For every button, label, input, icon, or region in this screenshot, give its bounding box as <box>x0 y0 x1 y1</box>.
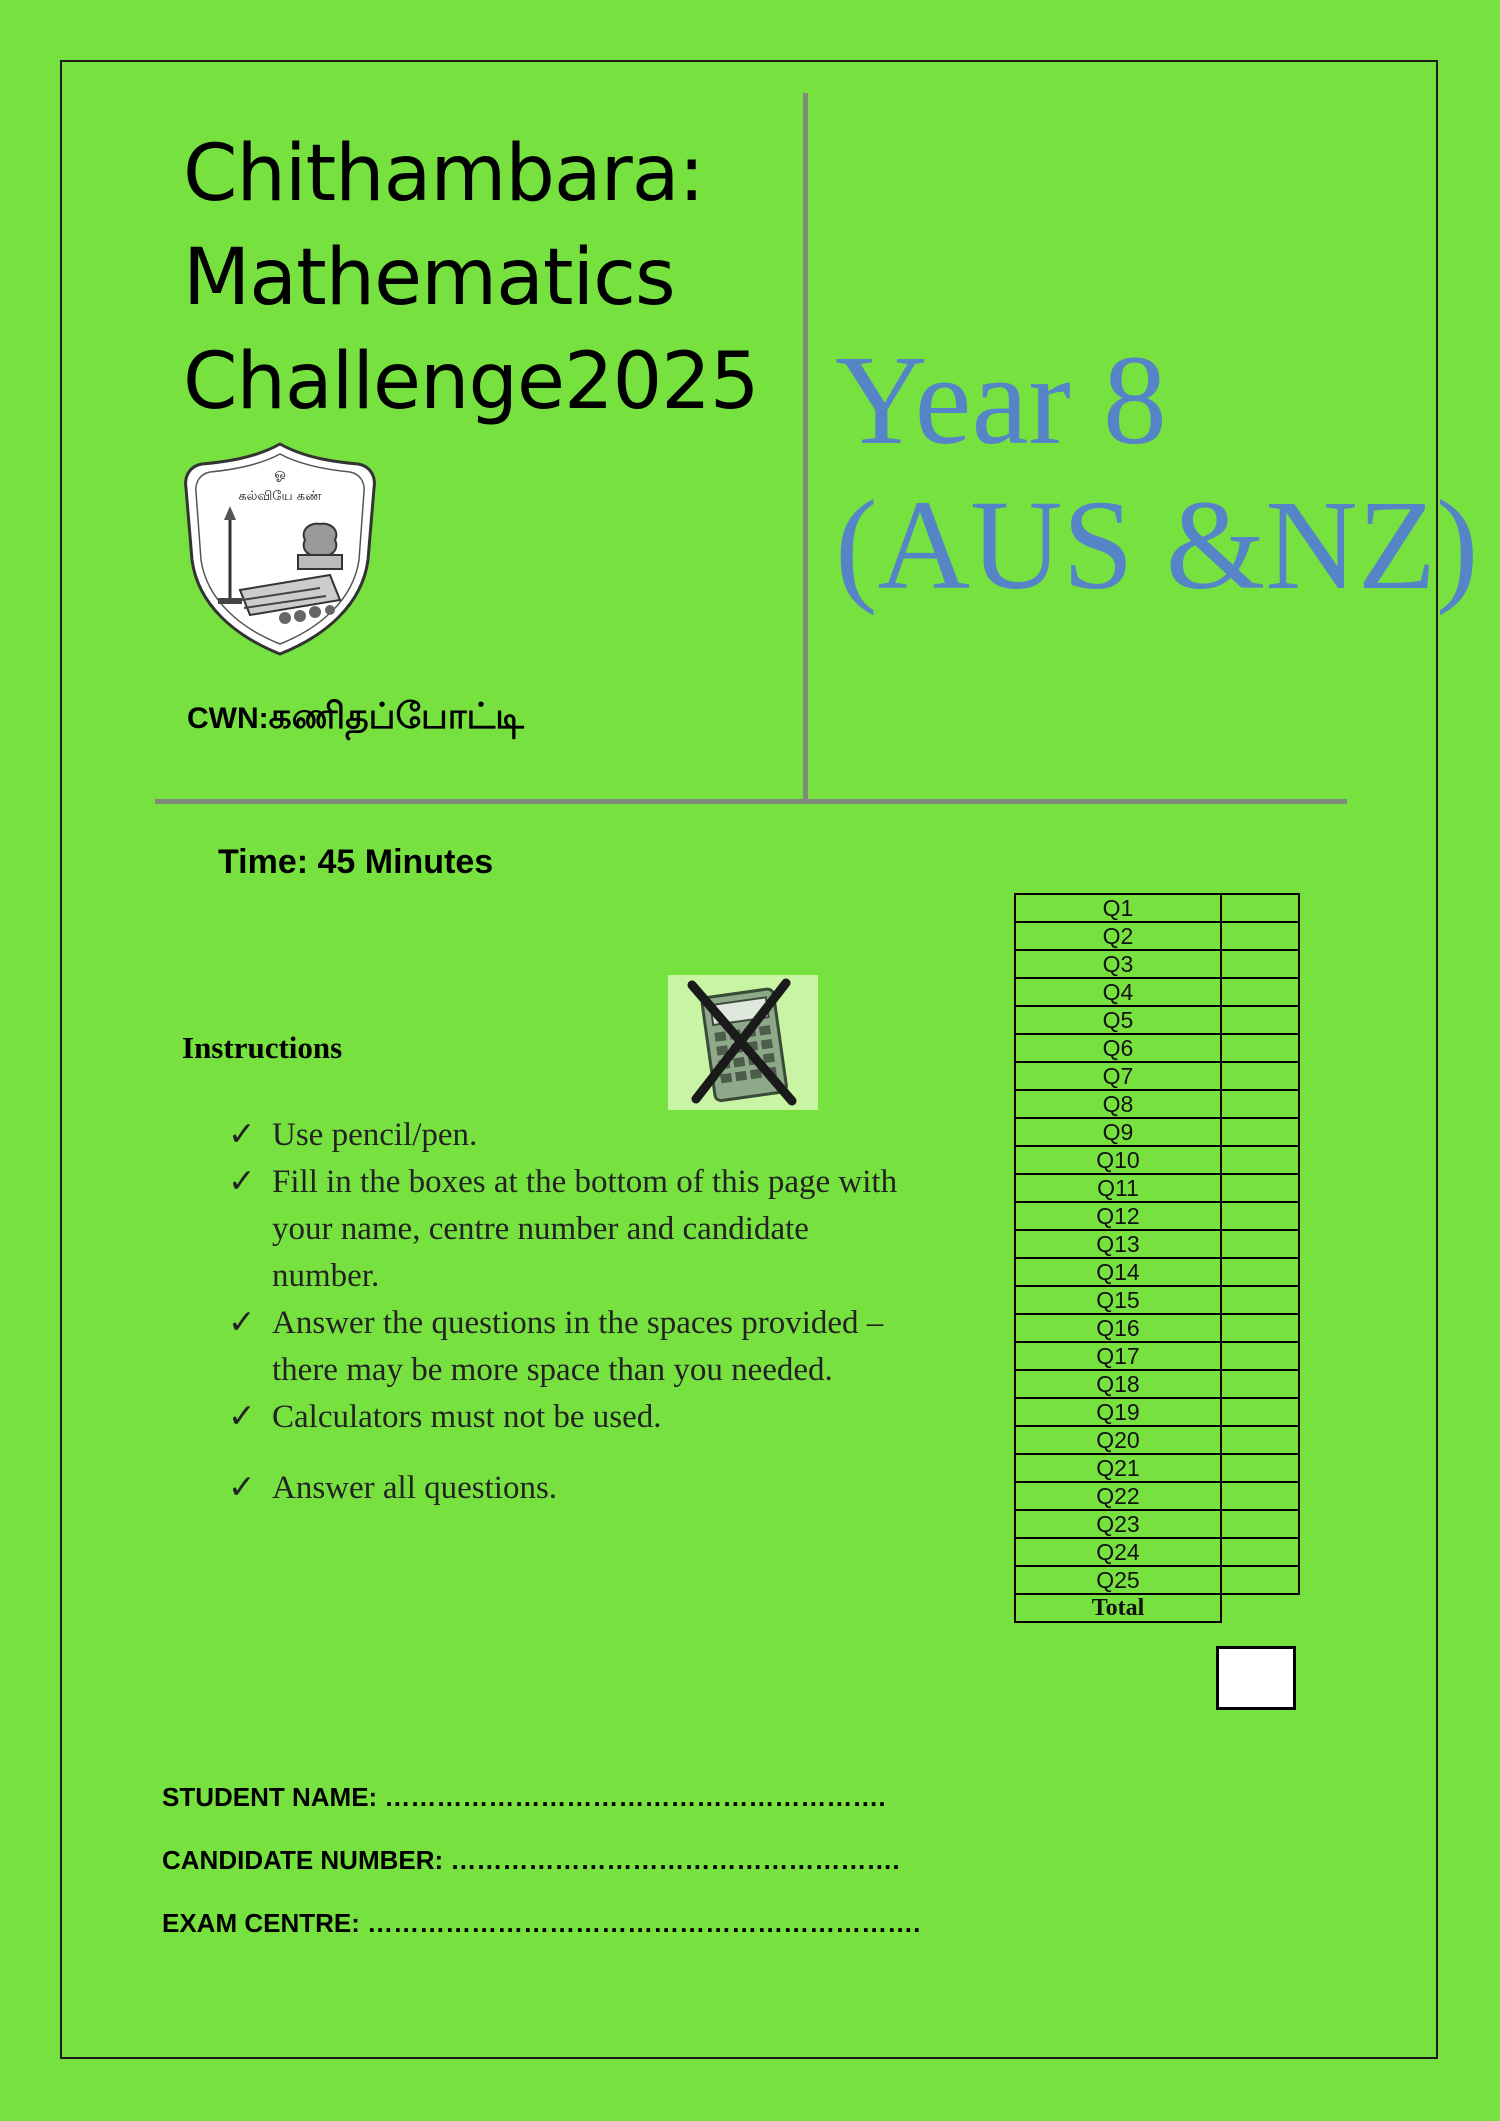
check-icon: ✓ <box>228 1305 256 1341</box>
score-row <box>1015 1006 1299 1034</box>
mark-cell[interactable] <box>1221 1538 1299 1566</box>
score-row <box>1015 1286 1299 1314</box>
mark-cell[interactable] <box>1221 1230 1299 1258</box>
mark-cell[interactable] <box>1221 1482 1299 1510</box>
instruction-line: Fill in the boxes at the bottom of this page with <box>272 1164 898 1200</box>
question-label: Q14 <box>1015 1258 1221 1286</box>
instruction-line: Calculators must not be used. <box>272 1399 662 1435</box>
check-icon: ✓ <box>228 1164 256 1200</box>
mark-cell[interactable] <box>1221 1342 1299 1370</box>
question-label: Q13 <box>1015 1230 1221 1258</box>
mark-cell[interactable] <box>1221 1034 1299 1062</box>
year-line: (AUS &NZ) <box>835 474 1479 616</box>
school-emblem <box>180 440 380 658</box>
score-row <box>1015 1398 1299 1426</box>
question-label: Q8 <box>1015 1090 1221 1118</box>
mark-cell[interactable] <box>1221 1398 1299 1426</box>
question-label: Q15 <box>1015 1286 1221 1314</box>
mark-cell[interactable] <box>1221 894 1299 922</box>
score-row <box>1015 1118 1299 1146</box>
mark-cell[interactable] <box>1221 1566 1299 1594</box>
score-row <box>1015 1258 1299 1286</box>
mark-cell[interactable] <box>1221 1202 1299 1230</box>
question-label: Q19 <box>1015 1398 1221 1426</box>
instruction-line: your name, centre number and candidate <box>272 1211 809 1247</box>
score-row <box>1015 1034 1299 1062</box>
question-label: Q3 <box>1015 950 1221 978</box>
mark-cell[interactable] <box>1221 1062 1299 1090</box>
score-table <box>1014 893 1300 1623</box>
emblem-symbol: ஓ <box>274 466 286 482</box>
exam-title <box>183 122 758 434</box>
score-row <box>1015 1454 1299 1482</box>
exam-centre-field[interactable]: EXAM CENTRE: ………………………………………………………. <box>162 1908 921 1938</box>
question-label: Q5 <box>1015 1006 1221 1034</box>
check-icon: ✓ <box>228 1470 256 1506</box>
instruction-line: Answer the questions in the spaces provided – <box>272 1305 884 1341</box>
question-label: Q23 <box>1015 1510 1221 1538</box>
question-label: Q4 <box>1015 978 1221 1006</box>
cwn-tamil-text: கணிதப்போட்டி <box>268 695 524 736</box>
instruction-line: Use pencil/pen. <box>272 1117 478 1153</box>
score-row <box>1015 1510 1299 1538</box>
mark-cell[interactable] <box>1221 978 1299 1006</box>
time-allowed: Time: 45 Minutes <box>218 843 494 881</box>
year-line: Year 8 <box>835 329 1167 471</box>
mark-cell[interactable] <box>1221 1090 1299 1118</box>
mark-cell[interactable] <box>1221 1426 1299 1454</box>
score-row <box>1015 1482 1299 1510</box>
question-label: Q10 <box>1015 1146 1221 1174</box>
question-label: Q20 <box>1015 1426 1221 1454</box>
question-label: Q7 <box>1015 1062 1221 1090</box>
total-label: Total <box>1015 1594 1221 1622</box>
score-row <box>1015 1566 1299 1594</box>
no-calculator-icon <box>668 975 818 1110</box>
mark-cell[interactable] <box>1221 922 1299 950</box>
vertical-divider <box>803 93 808 801</box>
cwn-label <box>187 695 524 742</box>
question-label: Q9 <box>1015 1118 1221 1146</box>
score-row <box>1015 950 1299 978</box>
question-label: Q11 <box>1015 1174 1221 1202</box>
year-level <box>835 328 1479 618</box>
score-row <box>1015 894 1299 922</box>
title-line: Challenge2025 <box>183 337 759 427</box>
score-row <box>1015 1314 1299 1342</box>
score-row <box>1015 1370 1299 1398</box>
title-line: Mathematics <box>183 233 675 323</box>
score-row <box>1015 1426 1299 1454</box>
question-label: Q25 <box>1015 1566 1221 1594</box>
total-row <box>1015 1594 1299 1622</box>
instruction-line: Answer all questions. <box>272 1470 558 1506</box>
student-name-field[interactable]: STUDENT NAME: …………………………………………………. <box>162 1782 886 1812</box>
question-label: Q16 <box>1015 1314 1221 1342</box>
score-row <box>1015 978 1299 1006</box>
question-label: Q6 <box>1015 1034 1221 1062</box>
emblem-motto: கல்வியே கண் <box>238 489 322 504</box>
mark-cell[interactable] <box>1221 1146 1299 1174</box>
question-label: Q12 <box>1015 1202 1221 1230</box>
score-row <box>1015 1538 1299 1566</box>
mark-cell[interactable] <box>1221 1370 1299 1398</box>
question-label: Q21 <box>1015 1454 1221 1482</box>
instructions-heading: Instructions <box>182 1030 343 1065</box>
score-row <box>1015 1146 1299 1174</box>
candidate-number-field[interactable]: CANDIDATE NUMBER: ……………………………………………. <box>162 1845 900 1875</box>
mark-cell[interactable] <box>1221 950 1299 978</box>
cwn-prefix: CWN: <box>187 702 269 735</box>
total-score-box[interactable] <box>1216 1646 1296 1710</box>
score-row <box>1015 1174 1299 1202</box>
score-row <box>1015 1342 1299 1370</box>
question-label: Q18 <box>1015 1370 1221 1398</box>
score-row <box>1015 922 1299 950</box>
question-label: Q22 <box>1015 1482 1221 1510</box>
check-icon: ✓ <box>228 1117 256 1153</box>
question-label: Q24 <box>1015 1538 1221 1566</box>
mark-cell[interactable] <box>1221 1006 1299 1034</box>
check-icon: ✓ <box>228 1399 256 1435</box>
mark-cell[interactable] <box>1221 1314 1299 1342</box>
total-cell <box>1221 1594 1299 1622</box>
horizontal-divider <box>155 799 1347 804</box>
question-label: Q17 <box>1015 1342 1221 1370</box>
mark-cell[interactable] <box>1221 1454 1299 1482</box>
instruction-line: there may be more space than you needed. <box>272 1352 833 1388</box>
score-row <box>1015 1202 1299 1230</box>
score-row <box>1015 1230 1299 1258</box>
title-line: Chithambara: <box>183 129 704 219</box>
mark-cell[interactable] <box>1221 1118 1299 1146</box>
instruction-line: number. <box>272 1258 380 1294</box>
mark-cell[interactable] <box>1221 1510 1299 1538</box>
score-row <box>1015 1062 1299 1090</box>
mark-cell[interactable] <box>1221 1258 1299 1286</box>
mark-cell[interactable] <box>1221 1174 1299 1202</box>
score-row <box>1015 1090 1299 1118</box>
question-label: Q1 <box>1015 894 1221 922</box>
mark-cell[interactable] <box>1221 1286 1299 1314</box>
question-label: Q2 <box>1015 922 1221 950</box>
